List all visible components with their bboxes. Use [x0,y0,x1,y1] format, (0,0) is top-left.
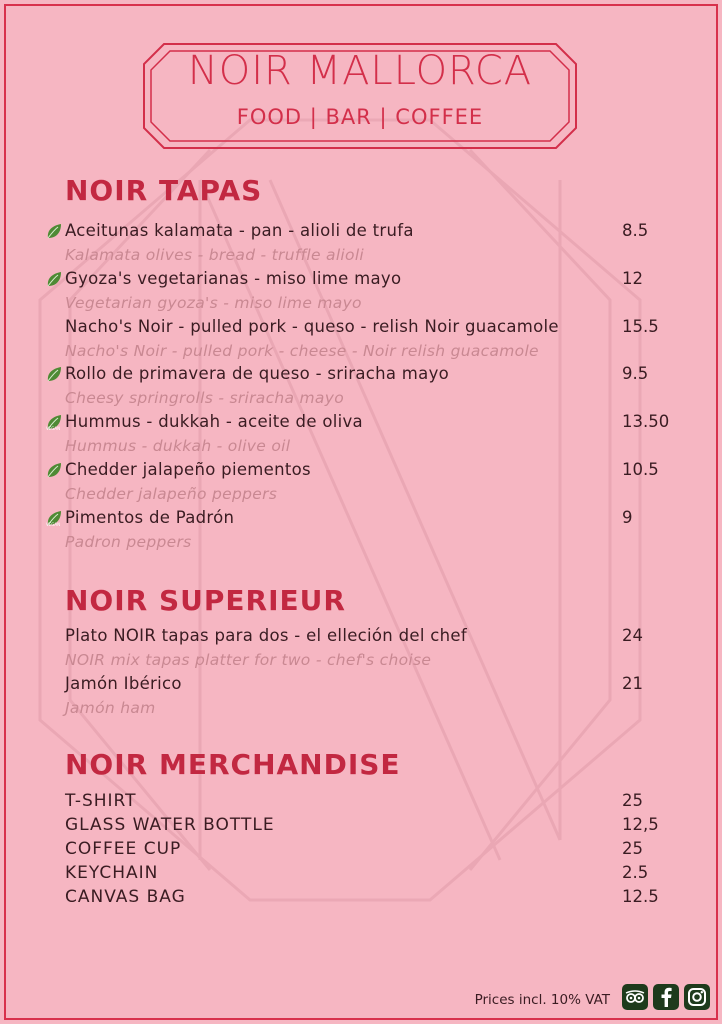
menu-item-price: 9.5 [622,364,649,384]
menu-item-name: Gyoza's vegetarianas - miso lime mayo [65,268,402,288]
menu-item [65,626,675,670]
vegetarian-leaf-icon [45,365,63,383]
menu-item-price: 13.50 [622,412,670,432]
merch-item-price: 25 [622,791,643,810]
facebook-icon[interactable] [653,984,679,1010]
menu-item-translation: Padron peppers [65,532,192,551]
instagram-icon[interactable] [684,984,710,1010]
menu-item-price: 24 [622,626,643,645]
menu-item [65,460,675,504]
vegan-label: VEGAN [46,521,61,527]
menu-item-name: Jamón Ibérico [65,673,182,693]
menu-item-name: Hummus - dukkah - aceite de oliva [65,412,363,432]
menu-item-price: 21 [622,673,643,693]
menu-item-translation: Cheesy springrolls - sriracha mayo [65,389,344,408]
merch-item-price: 2.5 [622,863,649,882]
section-title-tapas: NOIR TAPAS [65,174,263,207]
section-title-merchandise: NOIR MERCHANDISE [65,748,401,781]
menu-item-name: Aceitunas kalamata - pan - alioli de trufa [65,221,414,240]
menu-item [65,269,675,313]
vegan-leaf-icon [45,413,63,431]
menu-item-translation: Hummus - dukkah - olive oil [65,437,291,456]
menu-item-name: Plato NOIR tapas para dos - el elleción del chef [65,626,467,645]
merch-item-price: 25 [622,839,643,858]
menu-item-translation: Jamón ham [65,698,156,717]
menu-item [65,317,675,361]
menu-item-price: 12 [622,268,643,288]
menu-item-price: 8.5 [622,221,649,240]
menu-item [46,412,675,456]
menu-item-translation: Kalamata olives - bread - truffle alioli [65,246,365,264]
merch-item-price: 12,5 [622,815,659,834]
menu-item-name: Nacho's Noir - pulled pork - queso - relish Noir guacamole [65,316,559,336]
tripadvisor-icon[interactable] [622,984,648,1010]
menu-item-translation: Vegetarian gyoza's - miso lime mayo [65,293,362,312]
merch-item-name: CANVAS BAG [65,887,186,907]
merch-item-price: 12.5 [622,887,659,906]
merch-item [65,887,675,911]
merch-item [65,815,675,839]
menu-item-translation: NOIR mix tapas platter for two - chef's choise [65,651,432,669]
menu-item-translation: Chedder jalapeño peppers [65,485,278,503]
menu-item-price: 10.5 [622,460,659,479]
vat-note: Prices incl. 10% VAT [474,992,610,1008]
menu-item [65,364,675,408]
merch-item-name: T-SHIRT [65,791,137,811]
section-title-superieur: NOIR SUPERIEUR [65,584,346,617]
restaurant-name: NOIR MALLORCA [187,48,533,94]
menu-item-translation: Nacho's Noir - pulled pork - cheese - Noir relish guacamole [65,341,539,360]
vegetarian-leaf-icon [45,270,63,288]
merch-item-name: GLASS WATER BOTTLE [65,815,275,835]
menu-item-name: Rollo de primavera de queso - sriracha mayo [65,364,450,384]
menu-item-price: 9 [622,507,633,527]
menu-item [65,674,675,718]
tagline: FOOD | BAR | COFFEE [236,105,484,129]
merch-item [65,863,675,887]
vegetarian-leaf-icon [45,461,63,479]
vegan-leaf-icon [45,509,63,527]
merch-item-name: COFFEE CUP [65,839,182,859]
menu-item-price: 15.5 [622,316,659,336]
vegan-label: VEGAN [46,426,61,432]
merch-item-name: KEYCHAIN [65,863,159,883]
merch-item [65,791,675,815]
vegetarian-leaf-icon [45,222,63,240]
menu-item-name: Pimentos de Padrón [65,507,235,527]
menu-item-name: Chedder jalapeño piementos [65,460,311,479]
menu-item [65,221,675,265]
menu-item [46,507,675,552]
merch-item [65,839,675,863]
